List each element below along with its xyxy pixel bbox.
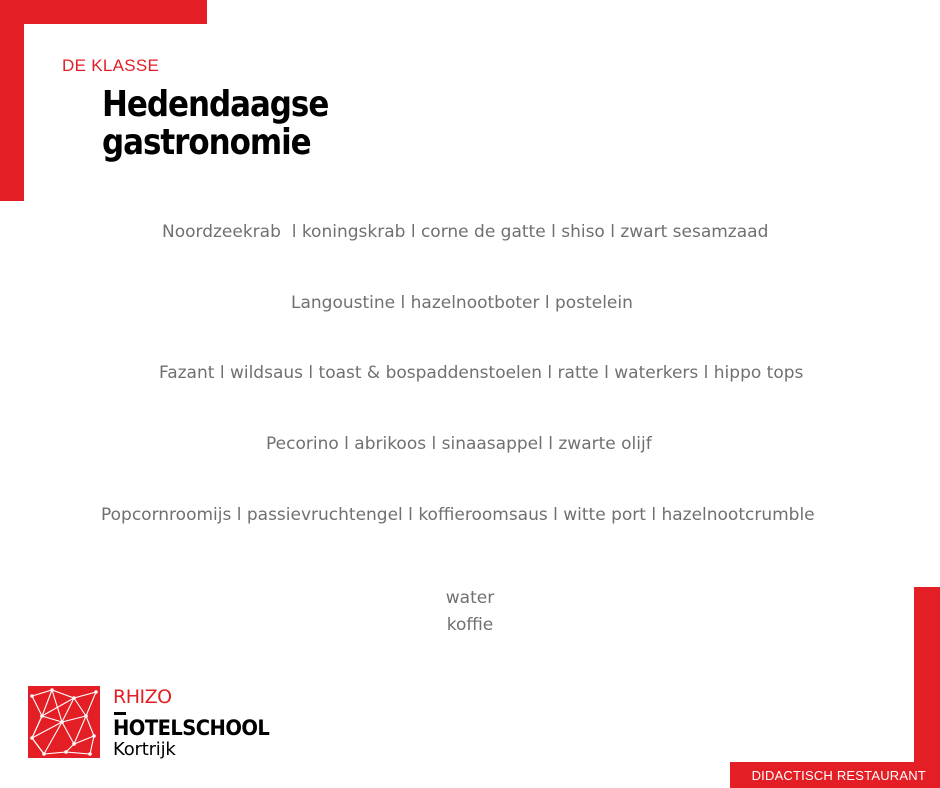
footer-label: DIDACTISCH RESTAURANT bbox=[751, 768, 926, 783]
menu-course-1: Noordzeekrab l koningskrab l corne de gatte l shiso l zwart sesamzaad bbox=[162, 222, 769, 242]
menu-course-4: Pecorino l abrikoos l sinaasappel l zwarte olijf bbox=[266, 434, 652, 454]
top-left-bracket-vertical bbox=[0, 0, 24, 201]
page-title bbox=[102, 86, 328, 162]
rhizo-network-icon bbox=[28, 686, 100, 758]
page-title-line-1: Hedendaagse bbox=[102, 84, 329, 125]
menu-course-5: Popcornroomijs l passievruchtengel l koffieroomsaus l witte port l hazelnootcrumble bbox=[101, 505, 815, 525]
menu-course-3: Fazant l wildsaus l toast & bospaddenstoelen l ratte l waterkers l hippo tops bbox=[159, 363, 804, 383]
top-left-bracket-horizontal bbox=[0, 0, 207, 24]
logo-dash bbox=[114, 712, 126, 715]
kicker-label: DE KLASSE bbox=[62, 56, 160, 75]
logo-brand: RHIZO bbox=[113, 686, 172, 708]
page-title-line-2: gastronomie bbox=[102, 122, 311, 163]
logo-city: Kortrijk bbox=[113, 739, 176, 760]
drink-item-koffie: koffie bbox=[446, 615, 494, 635]
rhizo-logo bbox=[28, 686, 288, 762]
drinks-list bbox=[0, 585, 940, 639]
logo-school: HOTELSCHOOL bbox=[113, 716, 270, 740]
drink-item-water: water bbox=[445, 588, 495, 608]
menu-course-2: Langoustine l hazelnootboter l postelein bbox=[291, 293, 633, 313]
